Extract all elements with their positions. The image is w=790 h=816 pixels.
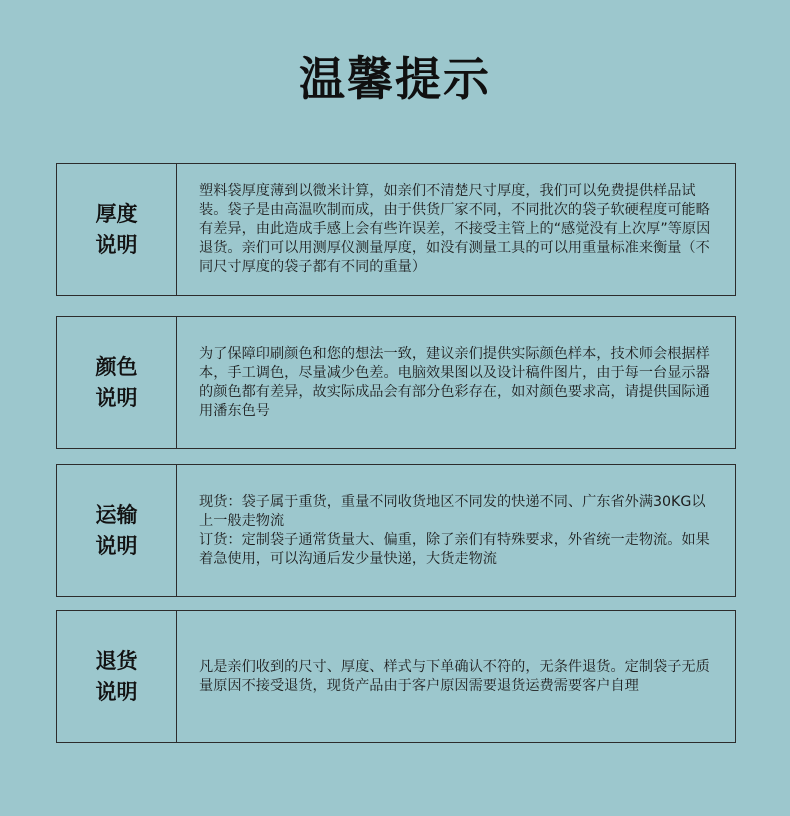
section-label-line2: 说明 bbox=[95, 679, 138, 704]
section-label bbox=[57, 611, 177, 742]
section-body bbox=[177, 611, 735, 742]
section-body bbox=[177, 164, 735, 295]
section-text: 为了保障印刷颜色和您的想法一致，建议亲们提供实际颜色样本，技术师会根据样本，手工调色，尽量减少色差。电脑效果图以及设计稿件图片，由于每一台显示器的颜色都有差异，故实际成品会有部分色彩存在，如对颜色要求高，请提供国际通用潘东色号 bbox=[199, 345, 710, 419]
section-label-line1: 颜色 bbox=[95, 354, 138, 379]
section-label-line2: 说明 bbox=[95, 533, 138, 558]
section-label bbox=[57, 317, 177, 448]
shipping-section bbox=[56, 464, 736, 597]
page-title: 温馨提示 bbox=[299, 52, 491, 106]
return-section bbox=[56, 610, 736, 743]
section-text-spot: 现货：袋子属于重货，重量不同收货地区不同发的快递不同、广东省外满30KG以上一般走物流 bbox=[199, 493, 706, 529]
section-text: 塑料袋厚度薄到以微米计算，如亲们不清楚尺寸厚度，我们可以免费提供样品试装。袋子是由高温吹制而成，由于供货厂家不同，不同批次的袋子软硬程度可能略有差异，由此造成手感上会有些许误差，不接受主管上的“感觉没有上次厚”等原因退货。亲们可以用测厚仪测量厚度，如没有测量工具的可以用重量标准来衡量（不同尺寸厚度的袋子都有不同的重量） bbox=[199, 183, 711, 275]
section-label-line2: 说明 bbox=[95, 385, 138, 410]
section-body bbox=[177, 317, 735, 448]
thickness-section bbox=[56, 163, 736, 296]
section-label bbox=[57, 164, 177, 295]
section-label-line2: 说明 bbox=[95, 232, 138, 257]
section-label-line1: 运输 bbox=[95, 502, 138, 527]
section-body bbox=[177, 465, 735, 596]
section-label-line1: 退货 bbox=[95, 648, 138, 673]
section-label bbox=[57, 465, 177, 596]
section-text-order: 订货：定制袋子通常货量大、偏重，除了亲们有特殊要求，外省统一走物流。如果着急使用，可以沟通后发少量快递，大货走物流 bbox=[199, 531, 710, 567]
section-label-line1: 厚度 bbox=[95, 201, 138, 226]
section-text: 凡是亲们收到的尺寸、厚度、样式与下单确认不符的，无条件退货。定制袋子无质量原因不接受退货，现货产品由于客户原因需要退货运费需要客户自理 bbox=[199, 658, 710, 694]
color-section bbox=[56, 316, 736, 449]
